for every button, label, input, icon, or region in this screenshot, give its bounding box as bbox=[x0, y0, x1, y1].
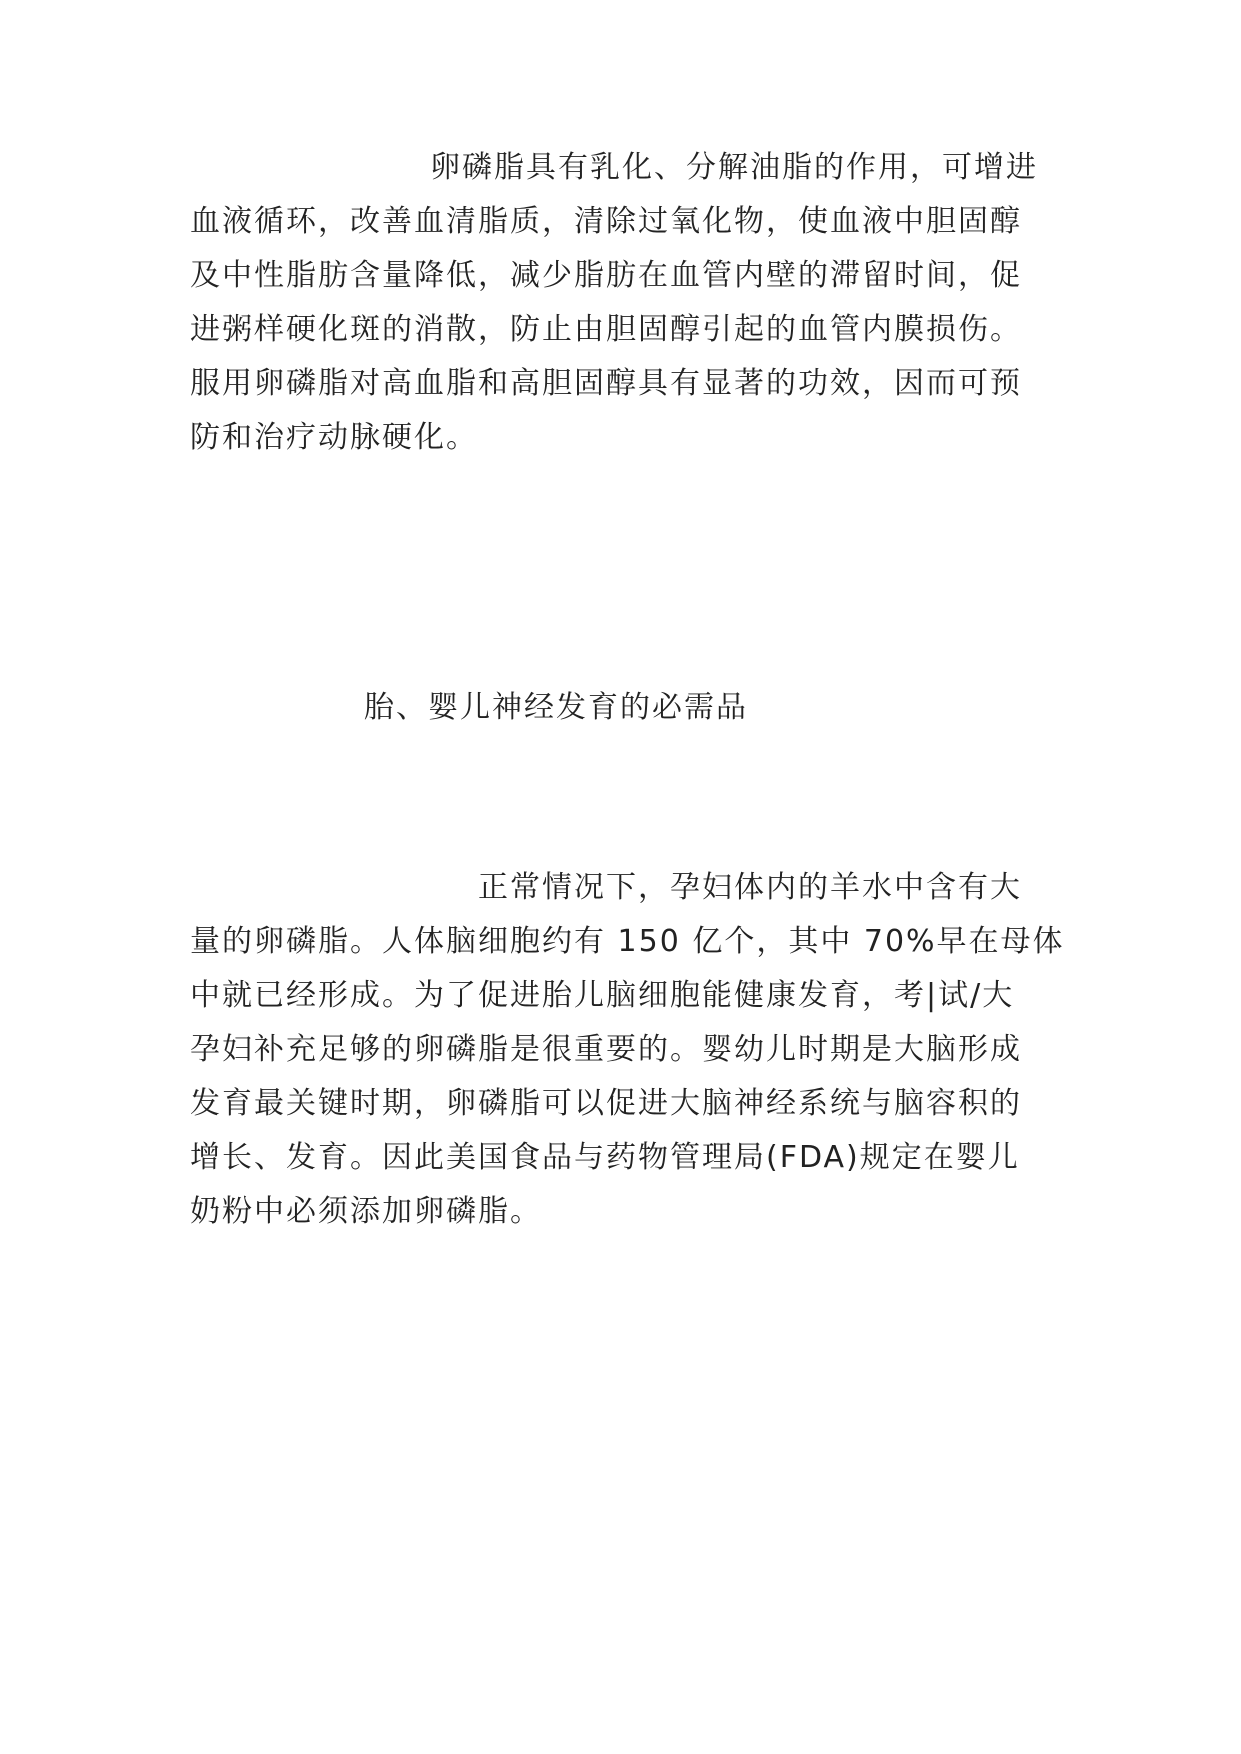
paragraph-line: 血液循环，改善血清脂质，清除过氧化物，使血液中胆固醇 bbox=[190, 204, 1022, 239]
paragraph-line: 及中性脂肪含量降低，减少脂肪在血管内壁的滞留时间，促 bbox=[190, 258, 1022, 293]
paragraph-line: 防和治疗动脉硬化。 bbox=[190, 420, 478, 455]
paragraph-line: 进粥样硬化斑的消散，防止由胆固醇引起的血管内膜损伤。 bbox=[190, 312, 1022, 347]
paragraph-line: 发育最关键时期，卵磷脂可以促进大脑神经系统与脑容积的 bbox=[190, 1086, 1022, 1121]
paragraph-line: 卵磷脂具有乳化、分解油脂的作用，可增进 bbox=[430, 150, 1038, 185]
paragraph-line: 服用卵磷脂对高血脂和高胆固醇具有显著的功效，因而可预 bbox=[190, 366, 1022, 401]
paragraph-line: 量的卵磷脂。人体脑细胞约有 150 亿个，其中 70%早在母体 bbox=[190, 924, 1065, 959]
paragraph-line: 中就已经形成。为了促进胎儿脑细胞能健康发育，考|试/大 bbox=[190, 978, 1015, 1013]
paragraph-line: 奶粉中必须添加卵磷脂。 bbox=[190, 1194, 542, 1229]
paragraph-line: 孕妇补充足够的卵磷脂是很重要的。婴幼儿时期是大脑形成 bbox=[190, 1032, 1022, 1067]
section-heading: 胎、婴儿神经发育的必需品 bbox=[364, 690, 748, 725]
paragraph-line: 正常情况下，孕妇体内的羊水中含有大 bbox=[478, 870, 1022, 905]
paragraph-line: 增长、发育。因此美国食品与药物管理局(FDA)规定在婴儿 bbox=[190, 1140, 1020, 1175]
